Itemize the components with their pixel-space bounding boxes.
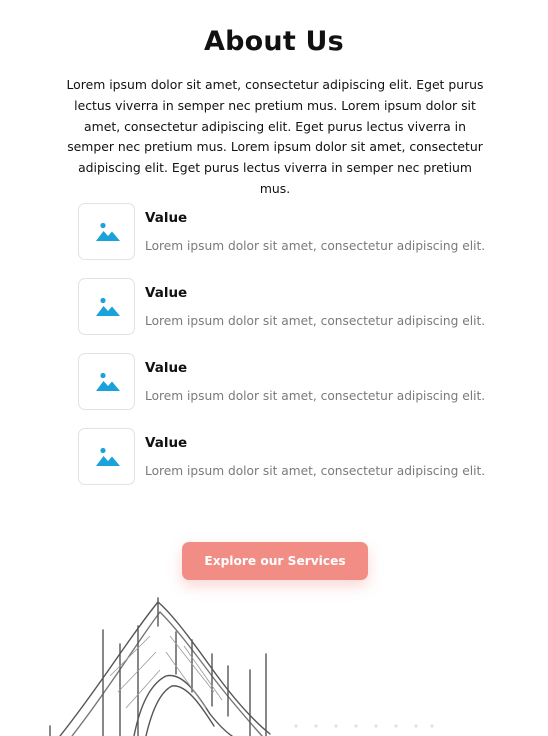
value-title: Value [145, 210, 188, 226]
value-description: Lorem ipsum dolor sit amet, consectetur adipiscing elit. [145, 389, 486, 403]
value-icon-box [78, 428, 135, 485]
value-description: Lorem ipsum dolor sit amet, consectetur adipiscing elit. [145, 314, 486, 328]
value-description: Lorem ipsum dolor sit amet, consectetur adipiscing elit. [145, 239, 486, 253]
image-placeholder-icon [95, 222, 121, 244]
explore-services-button[interactable]: Explore our Services [182, 542, 368, 580]
image-placeholder-icon [95, 297, 121, 319]
value-item [78, 203, 498, 262]
building-sketch-illustration [0, 596, 548, 736]
value-title: Value [145, 360, 188, 376]
value-item [78, 278, 498, 337]
value-title: Value [145, 285, 188, 301]
value-icon-box [78, 353, 135, 410]
values-list [78, 203, 498, 503]
value-item [78, 428, 498, 487]
image-placeholder-icon [95, 372, 121, 394]
value-icon-box [78, 203, 135, 260]
value-icon-box [78, 278, 135, 335]
value-title: Value [145, 435, 188, 451]
intro-paragraph: Lorem ipsum dolor sit amet, consectetur adipiscing elit. Eget purus lectus viverra in semper nec pretium mus. Lorem ipsum dolor sit amet, consectetur adipiscing elit. Eget purus lectus viverra in semper nec pretium mus. Lorem ipsum dolor sit amet, consectetur adipiscing elit. Eget purus lectus viverra in semper nec pretium mus. [66, 77, 484, 196]
value-description: Lorem ipsum dolor sit amet, consectetur adipiscing elit. [145, 464, 486, 478]
page-title: About Us [204, 26, 344, 57]
value-item [78, 353, 498, 412]
image-placeholder-icon [95, 447, 121, 469]
